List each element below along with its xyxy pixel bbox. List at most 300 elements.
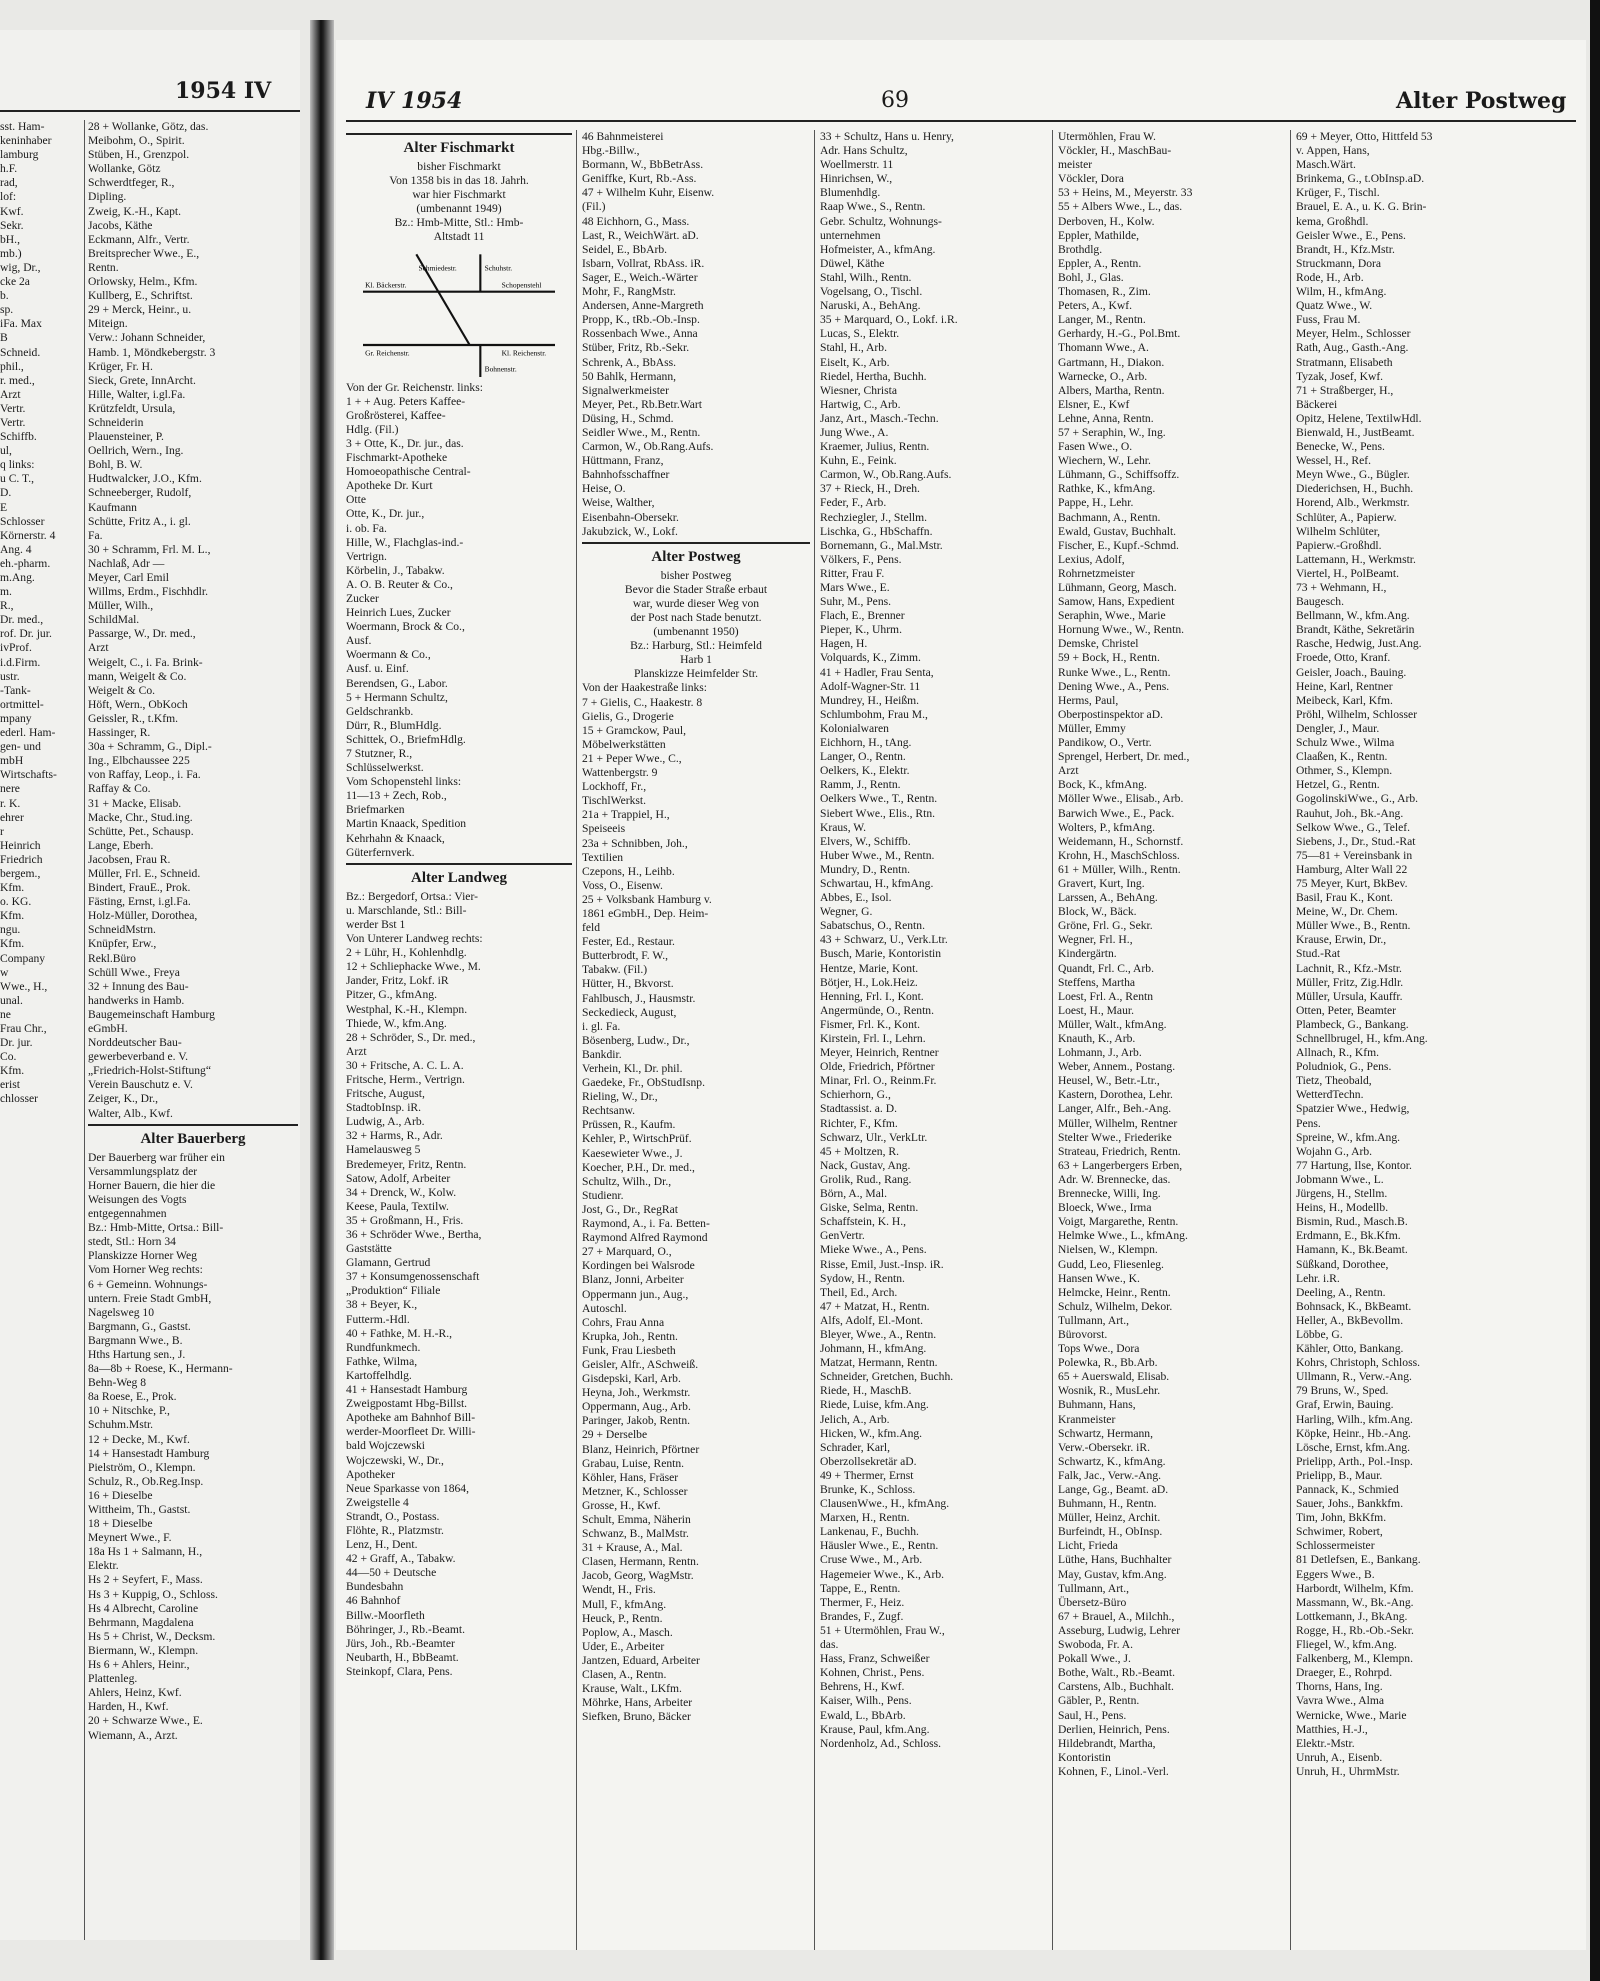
directory-line: Bankdir. [582,1047,622,1061]
directory-line: Frau Chr., [0,1022,47,1035]
directory-line: Bz.: Harburg, Stl.: Heimfeld [630,639,762,653]
directory-line: Nachlaß, Adr — [88,556,165,570]
directory-line: Lankenau, F., Buchh. [820,1525,919,1539]
directory-line: Suhr, M., Pens. [820,595,892,609]
directory-line: Biermann, W., Klempn. [88,1643,199,1657]
directory-line: Elektr. [88,1559,119,1573]
directory-line: Rentn. [88,260,119,274]
directory-line: Stüben, H., Grenzpol. [88,148,190,162]
directory-line: Vöckler, Dora [1058,172,1124,186]
directory-line: A. O. B. Reuter & Co., [346,577,453,591]
directory-line: Friedrich [0,852,43,866]
directory-line: Fuss, Frau M. [1296,313,1361,327]
directory-line: Vertr. [0,415,26,429]
directory-line: Kaufmann [88,500,137,514]
directory-line: Tabakw. (Fil.) [582,963,648,977]
directory-line: 63 + Langerbergers Erben, [1058,1158,1183,1172]
directory-line: Jacobsen, Frau R. [88,852,171,866]
directory-line: 44—50 + Deutsche [346,1566,437,1580]
directory-line: 71 + Straßberger, H., [1296,383,1394,397]
directory-line: 34 + Drenck, W., Kolw. [346,1185,457,1199]
directory-line: 37 + Rieck, H., Dreh. [820,482,920,496]
directory-line: Pieper, K., Uhrm. [820,623,902,637]
directory-line: Stahl, H., Arb. [820,341,887,355]
directory-line: Hofmeister, A., kfmAng. [820,242,936,256]
directory-line: Flach, E., Brenner [820,609,905,623]
directory-line: Krohn, H., MaschSchloss. [1058,848,1180,862]
directory-line: Adr. Hans Schultz, [820,144,908,158]
directory-line: 12 + Decke, M., Kwf. [88,1432,190,1446]
directory-line: Weise, Walther, [582,496,655,510]
directory-line: 65 + Auerswald, Elisab. [1058,1370,1170,1384]
directory-line: Olde, Friedrich, Pförtner [820,1060,935,1074]
directory-line: Meynert Wwe., F. [88,1531,172,1545]
directory-line: Miteign. [88,317,128,331]
directory-line: Müller, Heinz, Archit. [1058,1511,1161,1525]
directory-line: Prüssen, R., Kaufm. [582,1118,676,1132]
directory-line: Bormann, W., BbBetrAss. [582,158,704,172]
directory-line: Pappe, H., Lehr. [1058,496,1134,510]
directory-line: Meyer, Heinrich, Rentner [820,1046,939,1060]
directory-line: Krüger, Fr. H. [88,359,153,373]
directory-line: Kohnen, Christ., Pens. [820,1666,925,1680]
directory-line: Oelkers Wwe., T., Rentn. [820,792,938,806]
directory-line: Macke, Chr., Stud.ing. [88,810,193,824]
directory-line: Hagen, H. [820,637,868,651]
directory-line: Raffay & Co. [88,782,151,796]
directory-line: 28 + Wollanke, Götz, das. [88,120,209,133]
directory-line: Plambeck, G., Bankang. [1296,1017,1409,1031]
directory-line: Ausf. [346,634,372,648]
directory-line: Verw.: Johann Schneider, [88,331,206,345]
directory-line: Schlosser [0,514,45,528]
directory-line: Rasche, Hedwig, Just.Ang. [1296,637,1422,651]
directory-line: Kastern, Dorothea, Lehr. [1058,1088,1173,1102]
directory-line: Bohnsack, K., BkBeamt. [1296,1299,1412,1313]
directory-line: Schlüsselwerkst. [346,761,424,775]
directory-line: R., [0,599,14,613]
directory-line: Meyer, Carl Emil [88,571,169,584]
directory-line: Masch.Wärt. [1296,158,1356,172]
directory-line: Demske, Christel [1058,637,1139,651]
directory-line: Thiede, W., kfm.Ang. [346,1016,447,1030]
directory-line: Jacob, Georg, WagMstr. [582,1569,694,1583]
directory-line: Raymond, A., i. Fa. Betten- [582,1217,710,1231]
directory-line: Bargmann Wwe., B. [88,1333,183,1347]
directory-line: Pokall Wwe., J. [1058,1652,1131,1666]
directory-line: Dening Wwe., A., Pens. [1058,679,1170,693]
directory-line: m.Ang. [0,571,35,584]
directory-line: Schiffb. [0,430,37,444]
directory-line: Bornemann, G., Mal.Mstr. [820,538,943,552]
directory-line: Wendt, H., Fris. [582,1583,656,1597]
directory-line: Jander, Fritz, Lokf. iR [346,974,449,988]
directory-line: h.F. [0,162,18,176]
directory-line: Krüger, F., Tischl. [1296,186,1380,200]
directory-line: Steffens, Martha [1058,975,1136,989]
directory-line: Pens. [1296,1116,1321,1130]
directory-line: Poludniok, G., Pens. [1296,1060,1392,1074]
directory-line: gen- und [0,740,41,754]
directory-line: bald Wojczewski [346,1439,426,1453]
directory-line: Ullmann, R., Verw.-Ang. [1296,1370,1412,1384]
directory-line: SchildMal. [88,613,140,627]
directory-line: Diederichsen, H., Buchh. [1296,482,1414,496]
directory-line: Kfm. [0,937,25,951]
directory-line: Schaffstein, K. H., [820,1215,907,1229]
directory-line: Meibohm, O., Spirit. [88,134,185,148]
directory-line: Kullberg, E., Schriftst. [88,289,193,303]
directory-line: Fathke, Wilma, [346,1354,418,1368]
directory-line: Lenz, H., Dent. [346,1538,418,1552]
directory-line: Lehne, Anna, Rentn. [1058,411,1154,425]
directory-line: Harling, Wilh., kfm.Ang. [1296,1412,1413,1426]
directory-line: Kindergärtn. [1058,947,1117,961]
directory-line: Tops Wwe., Dora [1058,1342,1140,1356]
directory-line: Runke Wwe., L., Rentn. [1058,665,1171,679]
directory-line: Rohrnetzmeister [1058,566,1135,580]
directory-line: Weber, Annem., Postang. [1058,1060,1176,1074]
directory-line: Fästing, Ernst, i.gl.Fa. [88,895,191,909]
directory-line: Samow, Hans, Expedient [1058,595,1175,609]
directory-line: Bloeck, Wwe., Irma [1058,1201,1152,1215]
directory-line: Co. [0,1050,17,1064]
directory-line: bH., [0,232,20,246]
directory-line: Derlien, Heinrich, Pens. [1058,1722,1170,1736]
directory-line: w [0,965,9,979]
directory-line: 41 + Hansestadt Hamburg [346,1383,468,1397]
directory-line: Zweig, K.-H., Kapt. [88,204,182,218]
directory-line: Cohrs, Frau Anna [582,1315,665,1329]
directory-line: Verhein, Kl., Dr. phil. [582,1062,683,1075]
sketch-label: Schopenstehl [501,279,542,289]
directory-line: Ing., Elbchaussee 225 [88,754,190,768]
directory-line: Martin Knaack, Spedition [346,817,467,831]
directory-line: Fismer, Frl. K., Kont. [820,1017,921,1031]
directory-line: Pannack, K., Schmied [1296,1483,1399,1496]
directory-line: Düsing, H., Schmd. [582,411,674,425]
directory-line: Von der Gr. Reichenstr. links: [346,380,483,394]
directory-line: Grosse, H., Kwf. [582,1498,661,1512]
directory-line: Grabau, Luise, Rentn. [582,1456,685,1470]
directory-line: Hamelausweg 5 [346,1143,421,1157]
directory-line: Nielsen, W., Klempn. [1058,1243,1158,1257]
directory-line: 31 + Krause, A., Mal. [582,1541,683,1555]
directory-line: Übersetz-Büro [1058,1595,1127,1609]
directory-line: Verein Bauschutz e. V. [88,1078,193,1092]
directory-line: Brandes, F., Zugf. [820,1609,904,1623]
directory-line: Kraemer, Julius, Rentn. [820,440,930,454]
directory-line: 59 + Bock, H., Rentn. [1058,651,1160,665]
directory-line: 16 + Dieselbe [88,1488,153,1502]
directory-line: Dengler, J., Maur. [1296,721,1380,735]
directory-line: Schnellbrugel, H., kfm.Ang. [1296,1032,1428,1045]
directory-line: Großrösterei, Kaffee- [346,408,446,422]
directory-line: Horner Bauern, die hier die [88,1178,216,1192]
directory-line: Müller Wwe., B., Rentn. [1296,919,1411,933]
directory-line: Körnerstr. 4 [0,528,56,542]
directory-line: Langer, Alfr., Beh.-Ang. [1058,1102,1172,1116]
directory-line: eh.-pharm. [0,556,51,570]
directory-line: Schulz Wwe., Wilma [1296,736,1395,750]
directory-line: Woellmerstr. 11 [820,158,894,172]
directory-line: 75—81 + Vereinsbank in [1296,848,1413,862]
directory-line: Meyer, Helm., Schlosser [1296,327,1411,341]
directory-line: Thorns, Hans, Ing. [1296,1680,1383,1694]
directory-line: Wilhelm Schlüter, [1296,524,1381,538]
directory-line: Albers, Martha, Rentn. [1058,383,1165,397]
directory-line: Falkenberg, M., Klempn. [1296,1652,1413,1666]
directory-line: Bleyer, Wwe., A., Rentn. [820,1327,937,1341]
directory-line: Böhringer, J., Rb.-Beamt. [346,1622,465,1636]
directory-line: 38 + Beyer, K., [346,1298,418,1312]
street-sketch [352,249,566,377]
directory-line: Häusler Wwe., E., Rentn. [820,1539,939,1553]
directory-line: Schwanz, B., MalMstr. [582,1527,689,1541]
directory-line: eGmbH. [88,1022,128,1035]
sketch-label: Kl. Bäckerstr. [365,279,407,289]
directory-line: 57 + Seraphin, W., Ing. [1058,425,1166,439]
directory-line: Warnecke, O., Arb. [1058,369,1148,383]
directory-line: Kordingen bei Walsrode [582,1259,695,1273]
directory-line: Rieling, W., Dr., [582,1090,658,1104]
directory-line: Butterbrodt, F. W., [582,949,669,963]
directory-line: Schneid. [0,345,41,359]
directory-line: Lexius, Adolf, [1058,552,1125,566]
directory-line: i. gl. Fa. [582,1019,621,1033]
directory-line: sst. Ham- [0,120,45,133]
directory-line: Riede, Luise, kfm.Ang. [820,1398,929,1412]
directory-line: 32 + Innung des Bau- [88,979,189,993]
directory-line: Harden, H., Kwf. [88,1700,169,1714]
directory-line: Geniffke, Kurt, Rb.-Ass. [582,172,697,186]
directory-line: 46 Bahnhof [346,1594,401,1608]
header-rule [346,120,1576,122]
directory-line: Massmann, W., Bk.-Ang. [1296,1595,1414,1609]
directory-line: B [0,331,8,345]
directory-line: 30 + Fritsche, A. C. L. A. [346,1058,464,1072]
directory-line: Hassinger, R. [88,726,151,740]
directory-line: 29 + Derselbe [582,1428,648,1442]
directory-line: Rath, Aug., Gasth.-Ang. [1296,341,1409,355]
directory-line: 37 + Konsumgenossenschaft [346,1270,480,1284]
directory-line: Von der Haakestraße links: [582,681,708,695]
directory-line: Orlowsky, Helm., Kfm. [88,275,198,289]
directory-line: Hudtwalcker, J.O., Kfm. [88,472,202,486]
directory-line: Quandt, Frl. C., Arb. [1058,961,1154,975]
directory-line: Blanz, Heinrich, Pförtner [582,1442,700,1456]
directory-line: Dr. jur. [0,1036,33,1050]
directory-line: keninhaber [0,134,52,148]
directory-line: Tim, John, BkKfm. [1296,1511,1387,1525]
directory-line: Stadtassist. a. D. [820,1102,897,1116]
directory-line: Müller, Wilh., [88,599,154,613]
page-edge [1590,0,1600,1981]
directory-line: (umbenannt 1950) [653,625,739,639]
directory-line: Homoeopathische Central- [346,465,471,479]
directory-line: gewerbeverband e. V. [88,1050,189,1064]
directory-line: Bock, K., kfmAng. [1058,778,1147,792]
directory-line: Verw.-Obersekr. iR. [1058,1440,1150,1454]
directory-line: Brandt, Käthe, Sekretärin [1296,623,1415,637]
directory-line: Müller, Frl. E., Schneid. [88,866,201,880]
directory-line: 43 + Schwarz, U., Verk.Ltr. [820,933,948,947]
directory-line: Planskizze Horner Weg [88,1249,197,1263]
directory-line: Signalwerkmeister [582,383,669,397]
directory-line: Claaßen, K., Rentn. [1296,750,1388,764]
directory-line: Bahnhofsschaffner [582,468,670,482]
directory-line: Mundrey, H., Heißm. [820,693,920,707]
directory-line: Block, W., Bäck. [1058,905,1137,919]
directory-line: Hartwig, C., Arb. [820,397,901,411]
directory-line: Keese, Paula, Textilw. [346,1199,449,1213]
directory-line: Schneeberger, Rudolf, [88,486,192,500]
directory-line: Flöhte, R., Platzmstr. [346,1523,444,1537]
directory-line: Hille, W., Flachglas-ind.- [346,535,464,549]
directory-line: erist [0,1078,20,1092]
directory-line: Froede, Otto, Kranf. [1296,651,1391,665]
directory-line: (Fil.) [582,200,606,214]
directory-line: Gebr. Schultz, Wohnungs- [820,214,942,228]
directory-line: 81 Detlefsen, E., Bankang. [1296,1553,1421,1567]
directory-line: Möbelwerkstätten [582,737,666,751]
column-divider [814,130,815,1950]
directory-line: 1861 eGmbH., Dep. Heim- [582,906,709,920]
directory-line: StadtobInsp. iR. [346,1101,422,1115]
directory-line: Sydow, H., Rentn. [820,1271,905,1285]
directory-line: 7 Stutzner, R., [346,747,413,760]
directory-line: Deeling, A., Rentn. [1296,1285,1386,1299]
directory-line: r. K. [0,796,21,810]
directory-line: Billw.-Moorfleth [346,1608,425,1622]
directory-line: mann, Weigelt & Co. [88,669,187,683]
directory-line: Bachmann, A., Rentn. [1058,510,1161,524]
directory-line: r. med., [0,373,35,387]
directory-line: Berendsen, G., Labor. [346,676,448,690]
directory-line: Nagelsweg 10 [88,1305,155,1319]
directory-line: D. [0,486,12,500]
directory-line: Apotheke am Bahnhof Bill- [346,1411,476,1425]
directory-line: Eckmann, Alfr., Vertr. [88,232,190,246]
directory-line: Johmann, H., kfmAng. [820,1342,927,1356]
directory-line: Ewald, L., BbArb. [820,1708,906,1722]
directory-line: „Friedrich-Holst-Stiftung“ [88,1064,211,1078]
directory-line: Bellmann, W., kfm.Ang. [1296,609,1410,623]
directory-line: Schlüter, A., Papierw. [1296,510,1397,524]
directory-line: Fischer, E., Kupf.-Schmd. [1058,538,1179,552]
directory-line: m. [0,585,12,599]
directory-line: Schneider, Gretchen, Buchh. [820,1370,954,1384]
directory-line: Thomann Wwe., A. [1058,341,1149,355]
directory-line: Gravert, Kurt, Ing. [1058,876,1145,890]
directory-line: Sprengel, Herbert, Dr. med., [1058,750,1190,764]
directory-line: lamburg [0,148,39,162]
directory-line: GogolinskiWwe., G., Arb. [1296,792,1419,806]
directory-line: Wojahn G., Arb. [1296,1144,1373,1158]
directory-line: Bäckerei [1296,397,1338,411]
directory-line: Huber Wwe., M., Rentn. [820,848,935,862]
header-rule [0,110,300,112]
directory-line: Rechtsanw. [582,1104,636,1118]
directory-line: Eiselt, K., Arb. [820,355,890,369]
directory-line: Voigt, Margarethe, Rentn. [1058,1215,1179,1229]
directory-line: Steinkopf, Clara, Pens. [346,1664,453,1678]
directory-line: Asseburg, Ludwig, Lehrer [1058,1623,1181,1637]
directory-line: Bevor die Stader Straße erbaut [624,582,768,596]
directory-line: Holz-Müller, Dorothea, [88,909,198,923]
directory-line: Futterm.-Hdl. [346,1312,410,1326]
sketch-label: Kl. Reichenstr. [501,348,547,358]
directory-line: 32 + Harms, R., Adr. [346,1129,443,1143]
directory-line: Lattemann, H., Werkmstr. [1296,552,1416,566]
directory-line: Lachnit, R., Kfz.-Mstr. [1296,961,1402,975]
directory-line: Meibeck, Karl, Kfm. [1296,693,1393,707]
directory-line: Opitz, Helene, TextilwHdl. [1296,411,1422,425]
directory-line: Hagemeier Wwe., K., Arb. [820,1567,945,1581]
directory-line: 30a + Schramm, G., Dipl.- [88,740,212,754]
directory-line: Geldschrankb. [346,704,414,718]
directory-line: Rauhut, Joh., Bk.-Ang. [1296,806,1404,820]
directory-line: Angermünde, O., Rentn. [820,1003,934,1017]
directory-line: Vogelsang, O., Tischl. [820,285,923,299]
sketch-label: Schmiedestr. [418,262,457,272]
directory-line: Utermöhlen, Frau W. [1058,130,1156,143]
column-5 [1296,130,1528,1779]
section-title-bauerberg: Alter Bauerberg [88,1124,298,1149]
directory-line: 47 + Matzat, H., Rentn. [820,1299,930,1313]
directory-line: Westphal, K.-H., Klempn. [346,1002,468,1016]
directory-line: Vertrign. [346,549,387,563]
directory-line: Fester, Ed., Restaur. [582,935,675,949]
left-page-header: 1954 IV [175,78,272,104]
directory-line: 21 + Peper Wwe., C., [582,751,682,765]
directory-line: Meine, W., Dr. Chem. [1296,905,1398,919]
directory-line: Andersen, Anne-Margreth [582,299,704,313]
directory-line: Rekl.Büro [88,951,136,965]
directory-line: 51 + Utermöhlen, Frau W., [820,1623,945,1637]
column-4 [1058,130,1286,1779]
directory-line: Glamann, Gertrud [346,1256,431,1270]
directory-line: Rossenbach Wwe., Anna [582,327,698,341]
directory-line: Schulz, Wilhelm, Dekor. [1058,1299,1173,1313]
directory-line: Propp, K., tRb.-Ob.-Insp. [582,313,700,327]
directory-line: Wosnik, R., MusLehr. [1058,1384,1161,1398]
directory-line: sp. [0,303,14,317]
directory-line: phil., [0,359,24,373]
directory-line: Walter, Alb., Kwf. [88,1106,173,1120]
directory-line: Bürovorst. [1058,1327,1108,1341]
directory-line: Dürr, R., BlumHdlg. [346,718,442,732]
directory-line: Kähler, Otto, Bankang. [1296,1342,1404,1356]
directory-line: Schuhm.Mstr. [88,1418,154,1432]
directory-line: Prielipp, Arth., Pol.-Insp. [1296,1454,1413,1468]
directory-line: Bothe, Walt., Rb.-Beamt. [1058,1666,1176,1680]
directory-line: Paringer, Jakob, Rentn. [582,1414,691,1428]
directory-line: Hütter, H., Bkvorst. [582,977,674,991]
directory-line: Loest, Frl. A., Rentn [1058,989,1154,1003]
directory-line: Ewald, Gustav, Buchhalt. [1058,524,1177,538]
directory-line: Brinkema, G., t.ObInsp.aD. [1296,172,1425,186]
directory-line: u. Marschlande, Stl.: Bill- [346,903,467,917]
directory-line: Sieck, Grete, InnArcht. [88,373,196,387]
directory-line: kema, Großhdl. [1296,214,1369,228]
directory-line: Kirstein, Frl. I., Lehrn. [820,1032,926,1045]
directory-line: Norddeutscher Bau- [88,1036,182,1050]
directory-line: Saul, H., Pens. [1058,1708,1127,1722]
directory-line: Koecher, P.H., Dr. med., [582,1160,695,1174]
directory-line: Süßkand, Dorothee, [1296,1257,1389,1271]
directory-line: Heusel, W., Betr.-Ltr., [1058,1074,1160,1088]
